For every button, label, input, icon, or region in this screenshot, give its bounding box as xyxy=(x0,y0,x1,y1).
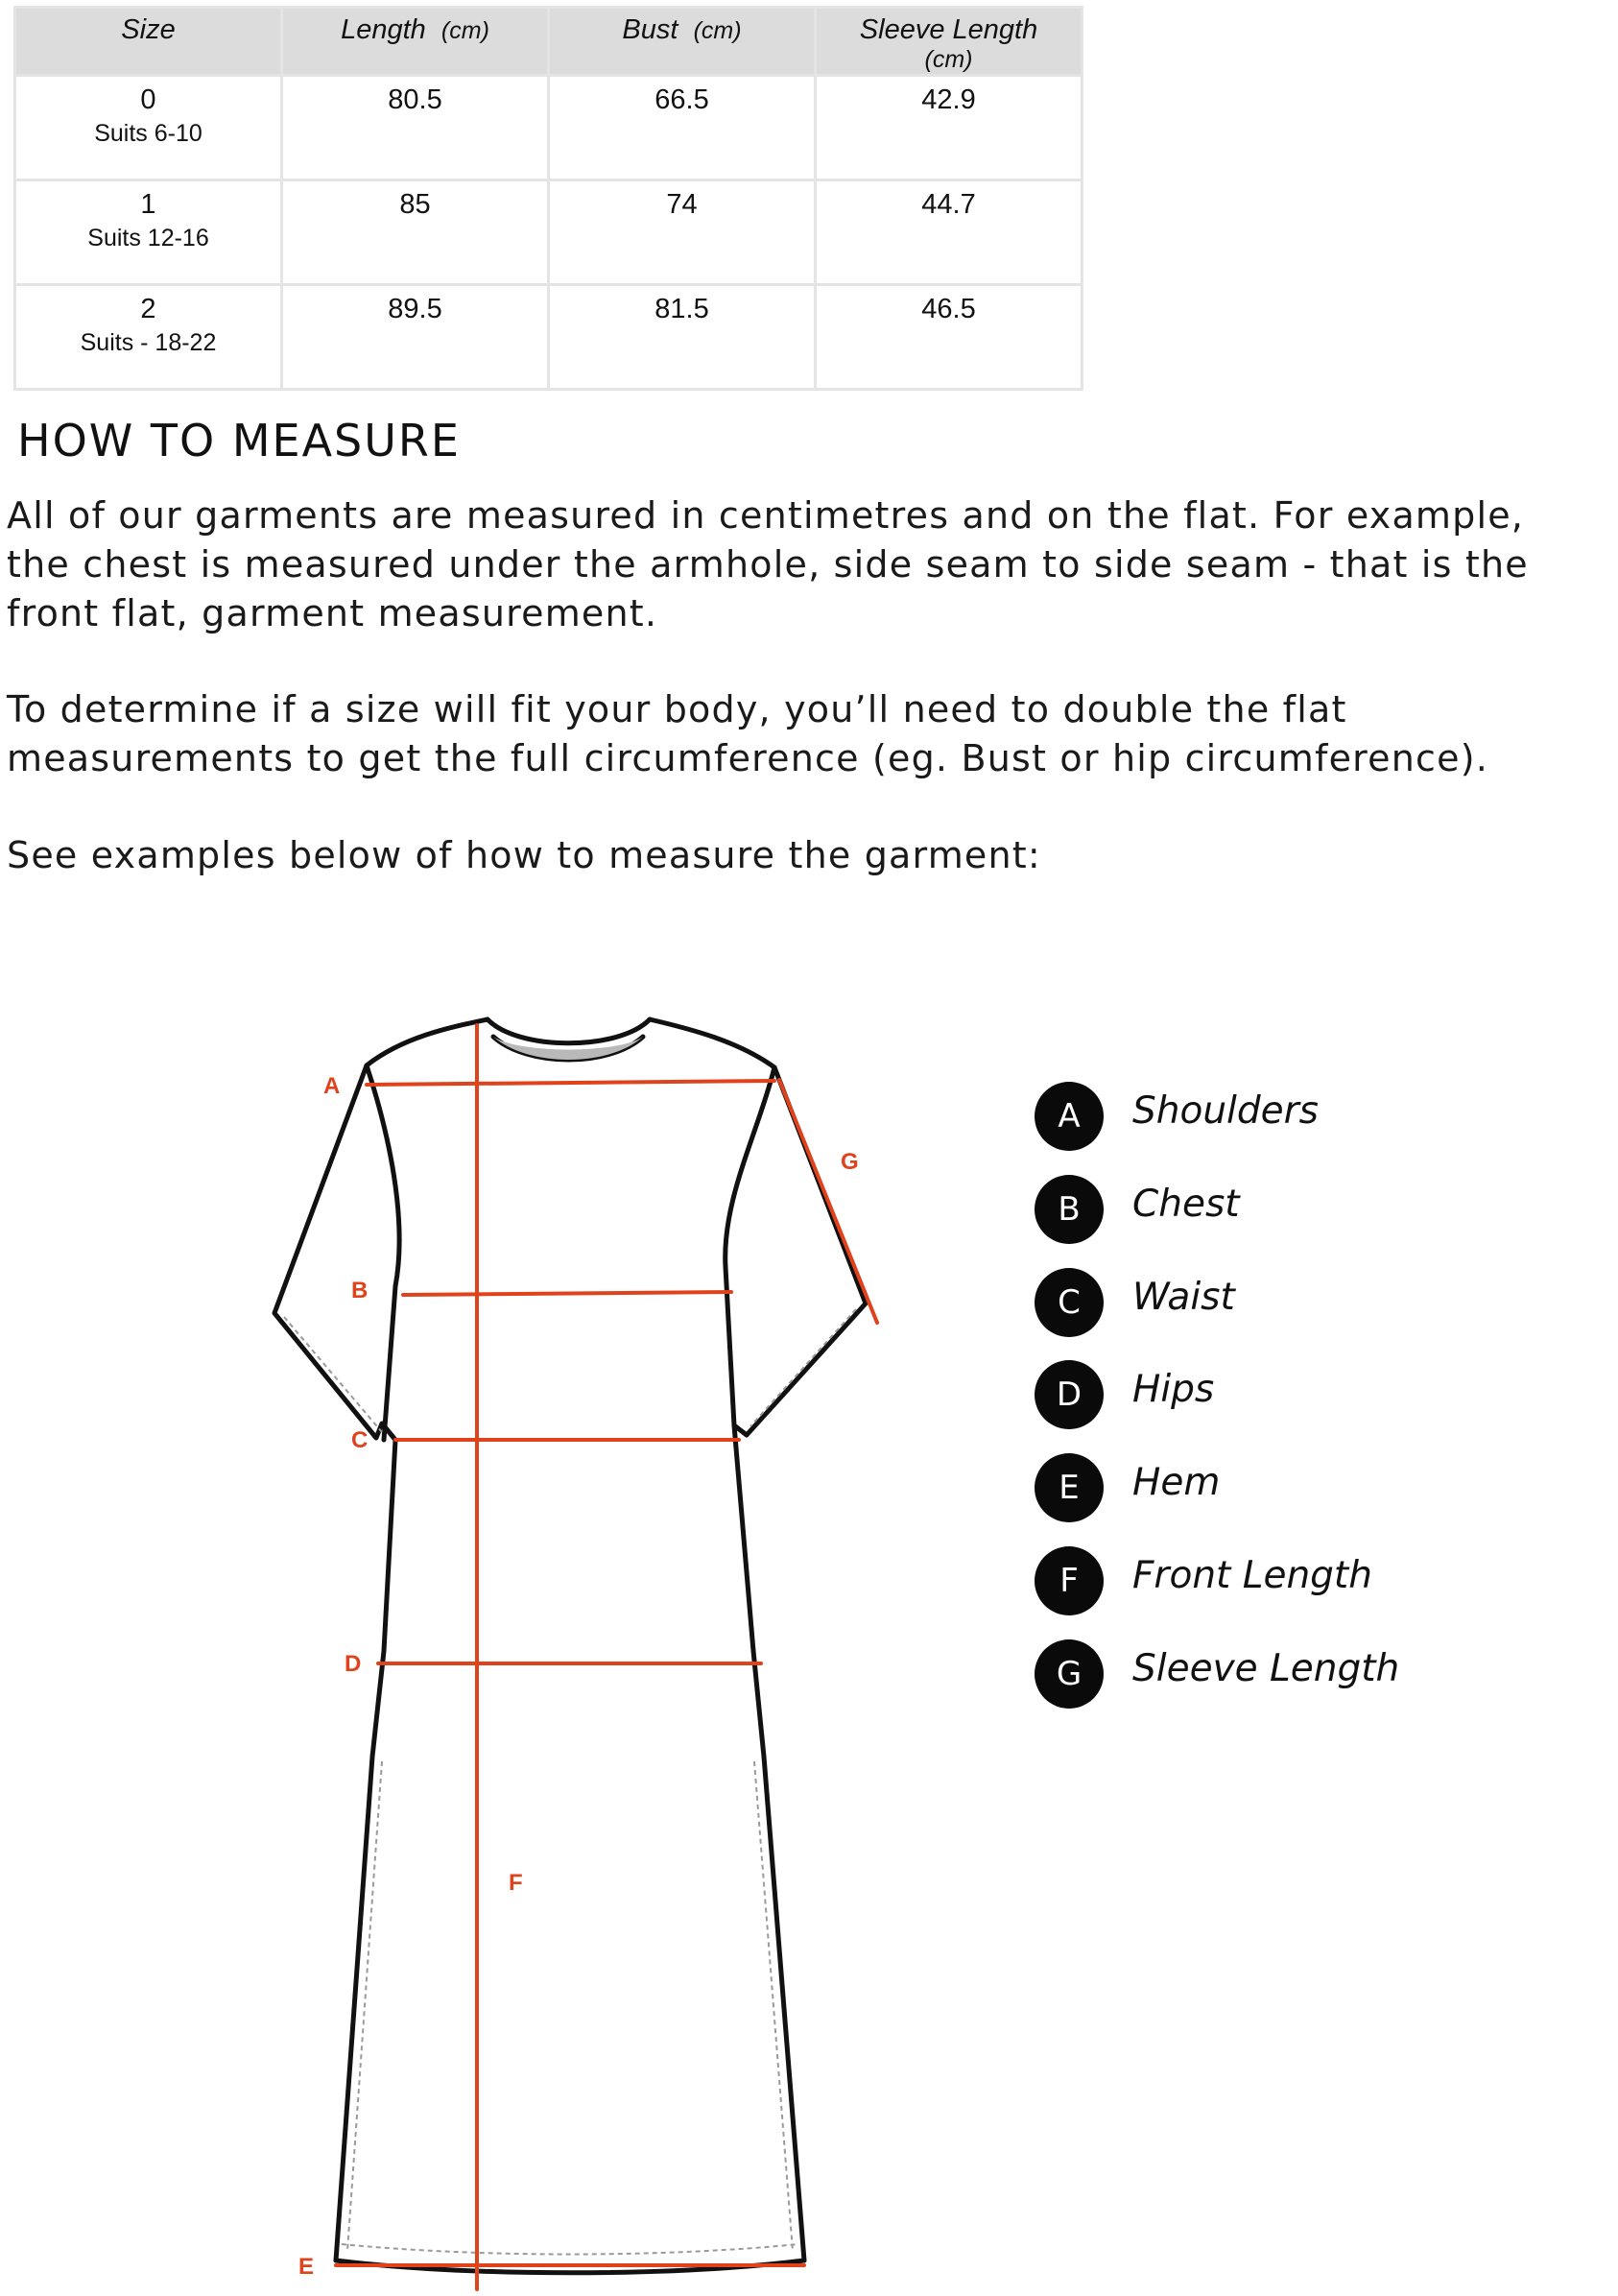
table-row xyxy=(15,76,1083,180)
size-cell xyxy=(15,76,282,180)
size-suits: Suits 12-16 xyxy=(87,225,209,251)
length-value: 89.5 xyxy=(388,294,442,324)
bust-cell xyxy=(549,180,816,285)
size-cell xyxy=(15,285,282,390)
legend-badge: G xyxy=(1035,1639,1104,1709)
label-b: B xyxy=(351,1278,369,1303)
legend-label: Sleeve Length xyxy=(1132,1647,1400,1690)
sleeve-cell xyxy=(816,285,1083,390)
size-suits: Suits 6-10 xyxy=(94,120,202,147)
circumference-paragraph: To determine if a size will fit your body, you’ll need to double the flat measurements to get the full circumference (eg. Bust or hip circumference). xyxy=(7,688,1489,779)
neck-band xyxy=(493,1037,643,1060)
measure-line-shoulders xyxy=(367,1081,774,1085)
size-table xyxy=(13,6,1083,391)
table-header-length xyxy=(282,8,549,76)
legend-item-hem xyxy=(1035,1453,1514,1524)
table-header-sleeve-length xyxy=(816,8,1083,76)
how-to-measure-heading: HOW TO MEASURE xyxy=(17,415,461,466)
header-unit: (cm) xyxy=(693,17,742,44)
legend-badge: E xyxy=(1035,1453,1104,1522)
measurement-lines xyxy=(336,1025,877,2289)
dress-measurement-diagram xyxy=(0,989,902,2296)
label-d: D xyxy=(345,1651,362,1677)
label-g: G xyxy=(841,1149,859,1175)
header-label: Sleeve Length xyxy=(859,14,1038,45)
sleeve-value: 44.7 xyxy=(921,189,976,220)
header-label: Length xyxy=(341,14,426,45)
length-cell xyxy=(282,285,549,390)
legend-label: Hem xyxy=(1132,1461,1221,1504)
length-cell xyxy=(282,180,549,285)
header-unit: (cm) xyxy=(440,17,489,44)
legend-item-sleeve-length xyxy=(1035,1639,1514,1710)
size-value: 0 xyxy=(140,84,156,115)
table-header-bust xyxy=(549,8,816,76)
table-row xyxy=(15,180,1083,285)
bust-value: 66.5 xyxy=(654,84,709,115)
bust-value: 74 xyxy=(666,189,698,220)
legend-item-front-length xyxy=(1035,1546,1514,1617)
length-value: 85 xyxy=(399,189,431,220)
legend-badge: A xyxy=(1035,1082,1104,1151)
measure-line-chest xyxy=(403,1292,731,1295)
legend-item-chest xyxy=(1035,1175,1514,1246)
bust-value: 81.5 xyxy=(654,294,709,324)
legend-item-hips xyxy=(1035,1360,1514,1431)
table-header-row xyxy=(15,8,1083,76)
label-c: C xyxy=(351,1427,369,1453)
sleeve-cell xyxy=(816,180,1083,285)
size-cell xyxy=(15,180,282,285)
header-unit: (cm) xyxy=(924,46,973,73)
dress-outline xyxy=(274,1019,866,2273)
bust-cell xyxy=(549,76,816,180)
table-header-size xyxy=(15,8,282,76)
legend-badge: D xyxy=(1035,1360,1104,1429)
sleeve-value: 42.9 xyxy=(921,84,976,115)
size-value: 1 xyxy=(140,189,156,220)
size-value: 2 xyxy=(140,294,156,324)
label-f: F xyxy=(509,1870,523,1896)
measure-intro-paragraph: All of our garments are measured in centimetres and on the flat. For example, the chest is measured under the armhole, side seam to side seam - that is the front flat, garment measurement. xyxy=(7,494,1529,634)
length-value: 80.5 xyxy=(388,84,442,115)
legend-item-shoulders xyxy=(1035,1082,1514,1153)
header-label: Bust xyxy=(622,14,678,45)
legend-label: Hips xyxy=(1132,1368,1215,1411)
table-row xyxy=(15,285,1083,390)
label-e: E xyxy=(298,2254,315,2280)
legend-item-waist xyxy=(1035,1268,1514,1339)
legend-badge: C xyxy=(1035,1268,1104,1337)
legend-label: Waist xyxy=(1132,1276,1235,1319)
measure-line-sleeve-length xyxy=(779,1080,877,1323)
size-suits: Suits - 18-22 xyxy=(80,329,217,356)
legend-label: Front Length xyxy=(1132,1554,1372,1597)
sleeve-cell xyxy=(816,76,1083,180)
legend-label: Chest xyxy=(1132,1183,1240,1226)
legend-label: Shoulders xyxy=(1132,1089,1319,1133)
label-a: A xyxy=(323,1073,341,1099)
legend-badge: F xyxy=(1035,1546,1104,1615)
header-label: Size xyxy=(121,14,176,45)
examples-paragraph: See examples below of how to measure the garment: xyxy=(7,834,1041,876)
bust-cell xyxy=(549,285,816,390)
legend-badge: B xyxy=(1035,1175,1104,1244)
sleeve-value: 46.5 xyxy=(921,294,976,324)
length-cell xyxy=(282,76,549,180)
